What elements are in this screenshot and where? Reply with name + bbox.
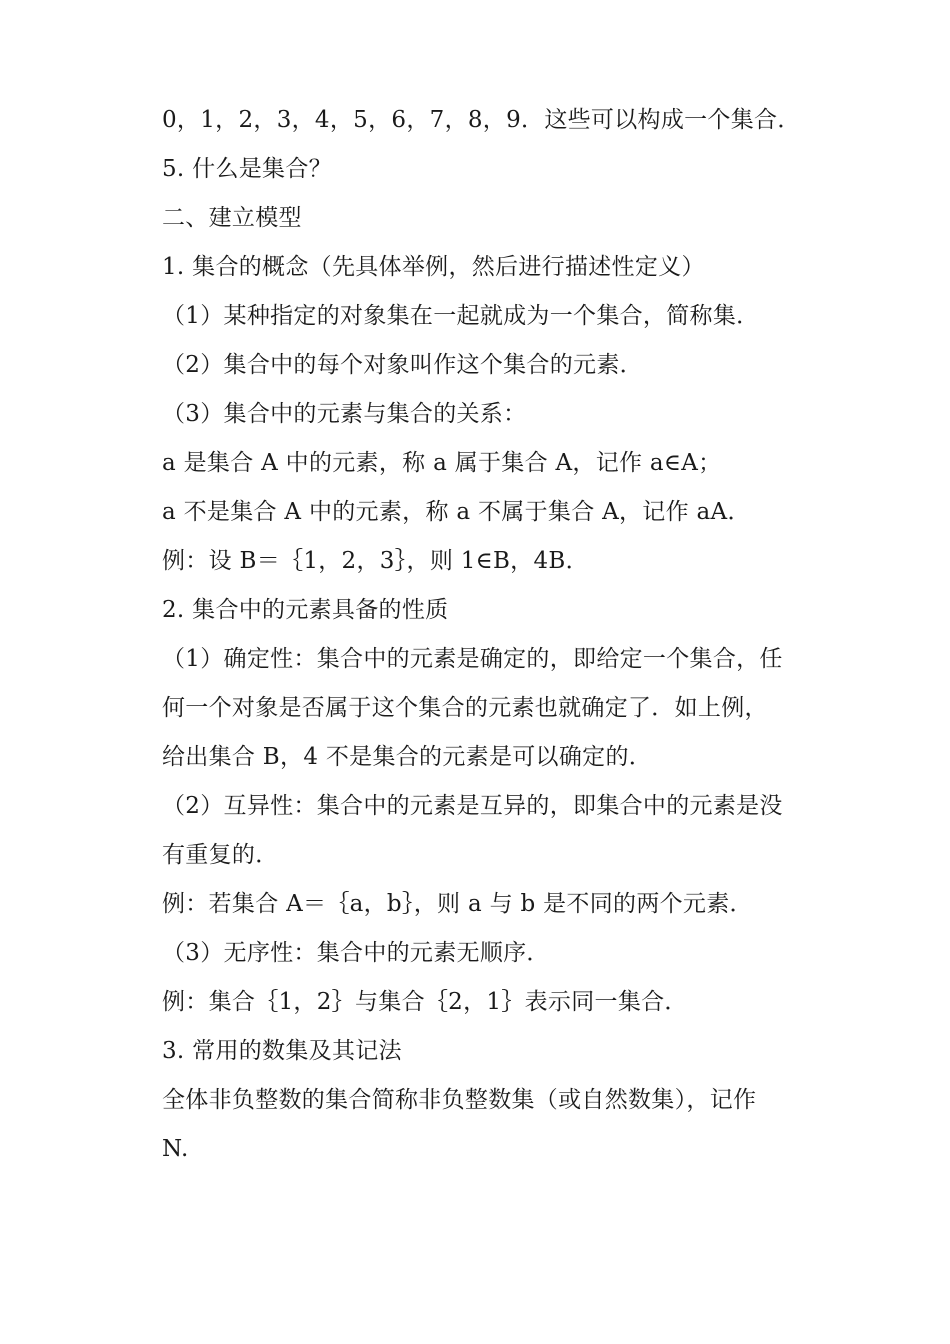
text-line: （2）集合中的每个对象叫作这个集合的元素． (162, 352, 643, 378)
example-line: 例：若集合 A＝｛a，b｝，则 a 与 b 是不同的两个元素． (162, 891, 753, 917)
question-heading: 5. 什么是集合？ (162, 156, 332, 182)
text-line: 有重复的． (162, 842, 279, 868)
example-line: 例：设 B＝｛1，2，3｝，则 1∈B，4B． (162, 548, 589, 574)
text-line: 给出集合 B，4 不是集合的元素是可以确定的． (162, 744, 653, 770)
text-line: 何一个对象是否属于这个集合的元素也就确定了．如上例， (162, 695, 768, 721)
text-line: （1）某种指定的对象集在一起就成为一个集合，简称集． (162, 303, 760, 329)
text-line: a 是集合 A 中的元素，称 a 属于集合 A，记作 a∈A； (162, 450, 722, 476)
section-heading: 二、建立模型 (162, 205, 302, 231)
text-line: N. (162, 1136, 189, 1162)
text-line: （3）无序性：集合中的元素无顺序． (162, 940, 550, 966)
text-line: 0，1，2，3，4，5，6，7，8，9．这些可以构成一个集合． (162, 107, 801, 133)
text-line: a 不是集合 A 中的元素，称 a 不属于集合 A，记作 aA． (162, 499, 751, 525)
text-line: （1）确定性：集合中的元素是确定的，即给定一个集合，任 (162, 646, 783, 672)
document-body (162, 96, 802, 1174)
subsection-heading: 1. 集合的概念（先具体举例，然后进行描述性定义） (162, 254, 705, 280)
text-line: （3）集合中的元素与集合的关系： (162, 401, 527, 427)
subsection-heading: 3. 常用的数集及其记法 (162, 1038, 402, 1064)
text-line: （2）互异性：集合中的元素是互异的，即集合中的元素是没 (162, 793, 783, 819)
subsection-heading: 2. 集合中的元素具备的性质 (162, 597, 449, 623)
text-line: 全体非负整数的集合简称非负整数集（或自然数集），记作 (162, 1087, 757, 1113)
example-line: 例：集合｛1，2｝与集合｛2，1｝表示同一集合． (162, 989, 688, 1015)
